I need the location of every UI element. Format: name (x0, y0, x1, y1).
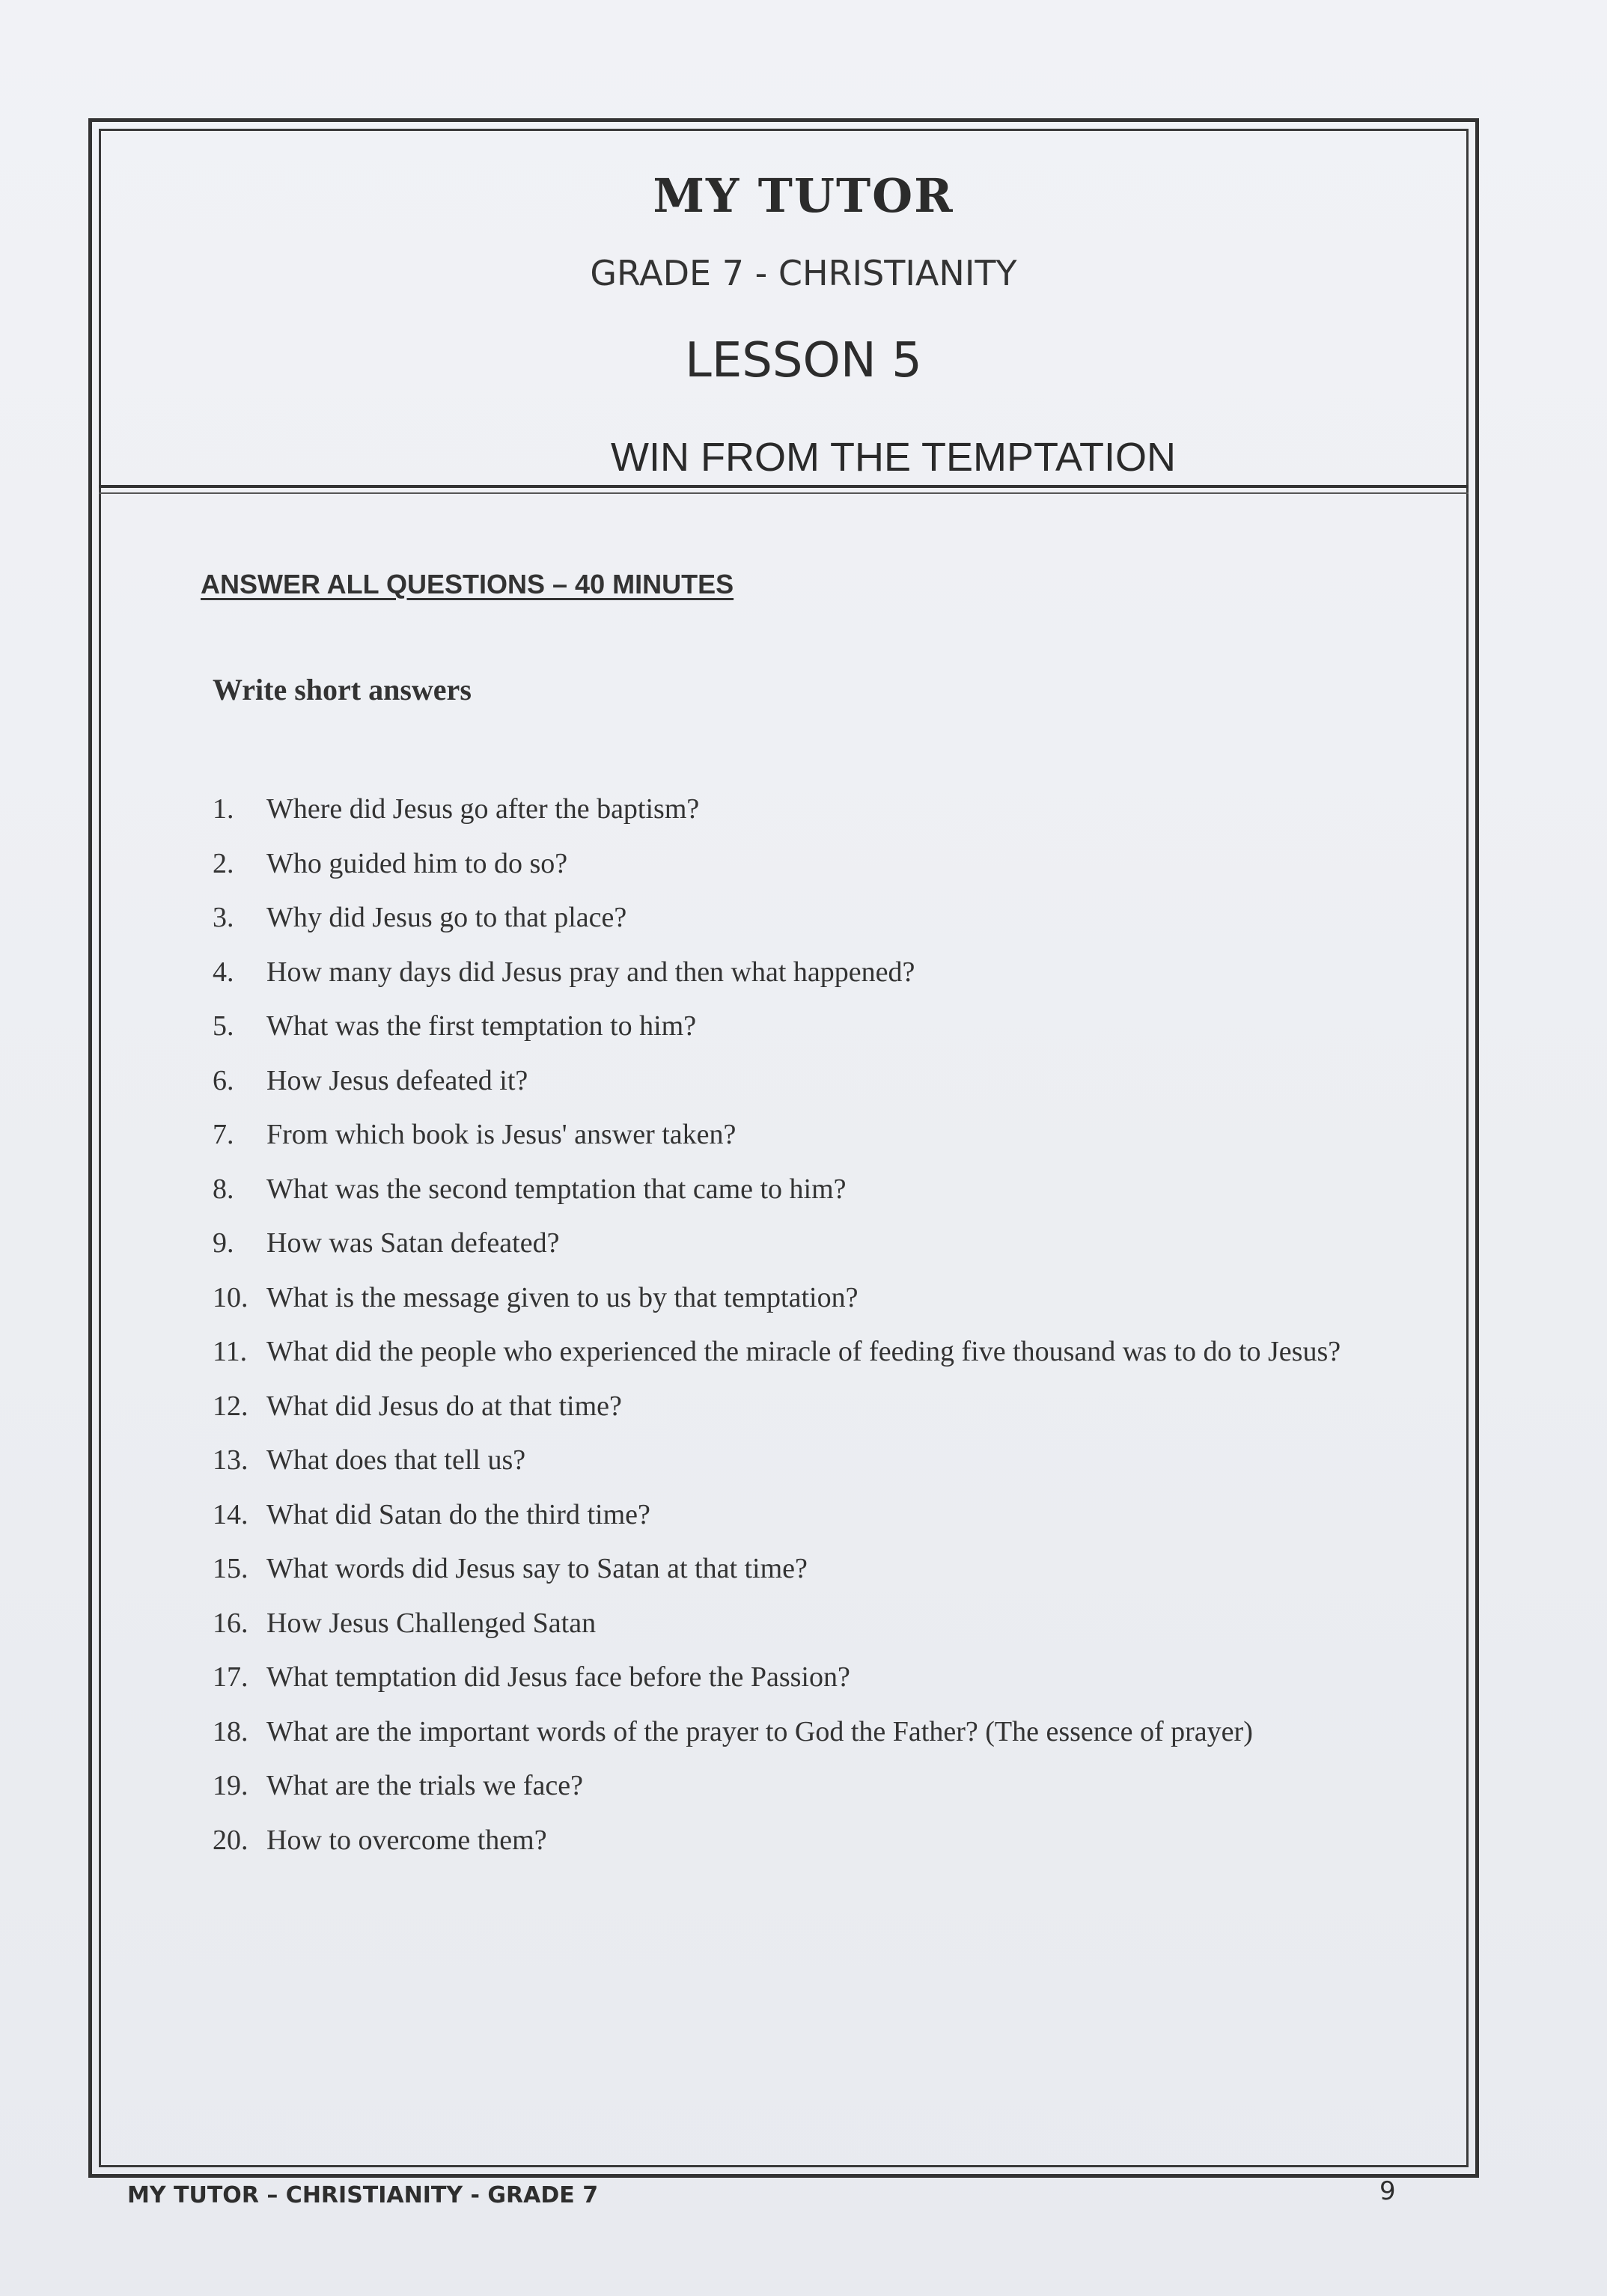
question-number: 20. (213, 1824, 248, 1856)
question-text: How many days did Jesus pray and then what happened? (266, 956, 915, 988)
question-item (213, 782, 1380, 837)
question-item (213, 1488, 1380, 1542)
header-divider (99, 485, 1469, 488)
question-text: Who guided him to do so? (266, 847, 568, 879)
question-number: 19. (213, 1770, 248, 1801)
question-item (213, 1054, 1380, 1108)
lesson-number: LESSON 5 (685, 333, 922, 388)
question-number: 15. (213, 1553, 248, 1584)
question-number: 3. (213, 902, 234, 933)
question-number: 11. (213, 1336, 248, 1367)
question-item (213, 1542, 1380, 1596)
question-number: 5. (213, 1010, 234, 1042)
question-text: Where did Jesus go after the baptism? (266, 793, 700, 825)
grade-subject: GRADE 7 - CHRISTIANITY (590, 253, 1017, 293)
question-text: What did the people who experienced the miracle of feeding five thousand was to do to Jesus? (266, 1336, 1341, 1367)
question-item (213, 1650, 1380, 1705)
question-text: How Jesus Challenged Satan (266, 1607, 597, 1639)
question-item (213, 999, 1380, 1054)
section-subheading: Write short answers (213, 673, 472, 706)
question-number: 6. (213, 1064, 234, 1096)
question-number: 12. (213, 1390, 248, 1422)
question-list (213, 782, 1380, 1867)
question-number: 13. (213, 1444, 248, 1476)
question-item (213, 1325, 1380, 1379)
question-item (213, 891, 1380, 945)
question-text: How was Satan defeated? (266, 1227, 560, 1259)
question-text: What was the second temptation that came to him? (266, 1173, 847, 1205)
question-item (213, 1813, 1380, 1868)
question-number: 16. (213, 1607, 248, 1639)
question-item (213, 1216, 1380, 1271)
question-number: 9. (213, 1227, 234, 1259)
question-text: What does that tell us? (266, 1444, 526, 1476)
question-text: What was the first temptation to him? (266, 1010, 697, 1042)
question-number: 2. (213, 847, 234, 879)
question-text: Why did Jesus go to that place? (266, 902, 627, 933)
question-number: 18. (213, 1715, 248, 1747)
question-item (213, 1271, 1380, 1325)
question-item (213, 1596, 1380, 1651)
question-item (213, 1759, 1380, 1813)
question-item (213, 1705, 1380, 1759)
instructions-heading: ANSWER ALL QUESTIONS – 40 MINUTES (201, 569, 734, 599)
question-text: What did Satan do the third time? (266, 1498, 650, 1530)
question-item (213, 1108, 1380, 1162)
question-text: What did Jesus do at that time? (266, 1390, 622, 1422)
question-item (213, 1162, 1380, 1217)
question-text: What are the important words of the prayer to God the Father? (The essence of prayer) (266, 1715, 1253, 1747)
brand-title: MY TUTOR (653, 168, 954, 223)
lesson-topic: WIN FROM THE TEMPTATION (611, 435, 1176, 480)
question-item (213, 837, 1380, 891)
header-divider-thin (99, 492, 1469, 494)
question-number: 7. (213, 1119, 234, 1150)
question-text: From which book is Jesus' answer taken? (266, 1119, 737, 1150)
question-number: 8. (213, 1173, 234, 1205)
question-text: What temptation did Jesus face before the Passion? (266, 1661, 850, 1693)
question-number: 17. (213, 1661, 248, 1693)
question-item (213, 1433, 1380, 1488)
question-number: 4. (213, 956, 234, 988)
question-text: What words did Jesus say to Satan at that time? (266, 1553, 808, 1584)
question-text: How to overcome them? (266, 1824, 547, 1856)
question-item (213, 1379, 1380, 1434)
question-text: What are the trials we face? (266, 1770, 584, 1801)
question-number: 10. (213, 1281, 248, 1313)
question-text: How Jesus defeated it? (266, 1064, 528, 1096)
page-number: 9 (1379, 2176, 1396, 2206)
footer-title: MY TUTOR – CHRISTIANITY - GRADE 7 (127, 2182, 599, 2208)
question-number: 14. (213, 1498, 248, 1530)
question-text: What is the message given to us by that temptation? (266, 1281, 859, 1313)
question-item (213, 945, 1380, 1000)
question-number: 1. (213, 793, 234, 825)
